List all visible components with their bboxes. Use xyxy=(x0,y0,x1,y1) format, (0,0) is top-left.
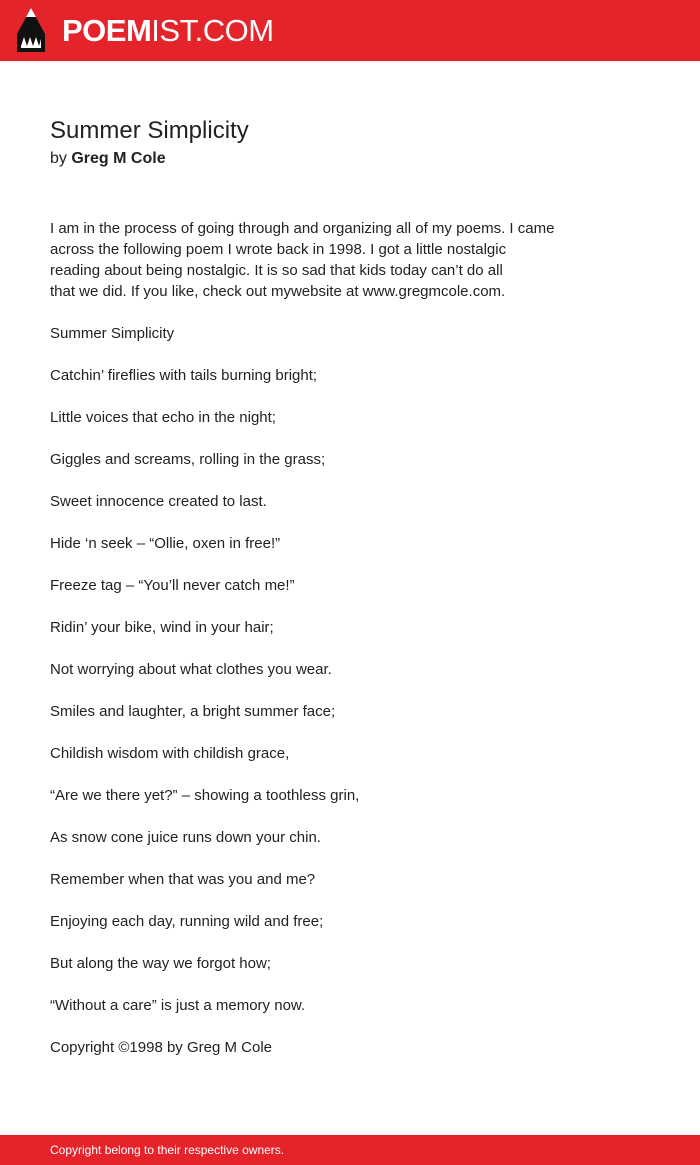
poem-line: Not worrying about what clothes you wear. xyxy=(50,661,332,678)
poem-line: Hide ‘n seek – “Ollie, oxen in free!” xyxy=(50,535,281,552)
poem-line: Little voices that echo in the night; xyxy=(50,409,276,426)
site-header xyxy=(0,0,700,61)
poem-line: “Without a care” is just a memory now. xyxy=(50,997,306,1014)
poem-line: But along the way we forgot how; xyxy=(50,955,271,972)
poem-body xyxy=(50,323,650,1079)
intro-line: that we did. If you like, check out mywebsite at www.gregmcole.com. xyxy=(50,283,506,300)
poem-line: Sweet innocence created to last. xyxy=(50,493,267,510)
footer-copyright: Copyright belong to their respective owners. xyxy=(50,1143,285,1157)
author-name: Greg M Cole xyxy=(71,150,166,167)
poem-line: Childish wisdom with childish grace, xyxy=(50,745,290,762)
poem-title: Summer Simplicity xyxy=(50,117,249,144)
intro-line: reading about being nostalgic. It is so sad that kids today can’t do all xyxy=(50,262,503,279)
poem-line: Catchin’ fireflies with tails burning bright; xyxy=(50,367,318,384)
copyright-line: Copyright ©1998 by Greg M Cole xyxy=(50,1039,272,1056)
site-footer xyxy=(0,1135,700,1165)
poem-line: Enjoying each day, running wild and free; xyxy=(50,913,324,930)
poem-line: “Are we there yet?” – showing a toothless grin, xyxy=(50,787,360,804)
poem-line: Giggles and screams, rolling in the grass; xyxy=(50,451,326,468)
byline-prefix: by xyxy=(50,150,67,167)
poem-line: Summer Simplicity xyxy=(50,325,175,342)
poem-line: Smiles and laughter, a bright summer face; xyxy=(50,703,336,720)
byline xyxy=(50,148,166,170)
poem-line: Freeze tag – “You’ll never catch me!” xyxy=(50,577,295,594)
intro-line: across the following poem I wrote back in 1998. I got a little nostalgic xyxy=(50,241,507,258)
site-logo[interactable] xyxy=(62,11,274,51)
logo-text-light: IST.COM xyxy=(151,13,274,48)
pencil-logo-icon[interactable] xyxy=(17,8,45,52)
poem-line: As snow cone juice runs down your chin. xyxy=(50,829,321,846)
intro-line: I am in the process of going through and organizing all of my poems. I came xyxy=(50,220,555,237)
poem-line: Ridin’ your bike, wind in your hair; xyxy=(50,619,274,636)
poem-line: Remember when that was you and me? xyxy=(50,871,316,888)
logo-text-bold: POEM xyxy=(62,13,152,48)
poem-introduction xyxy=(50,218,610,302)
